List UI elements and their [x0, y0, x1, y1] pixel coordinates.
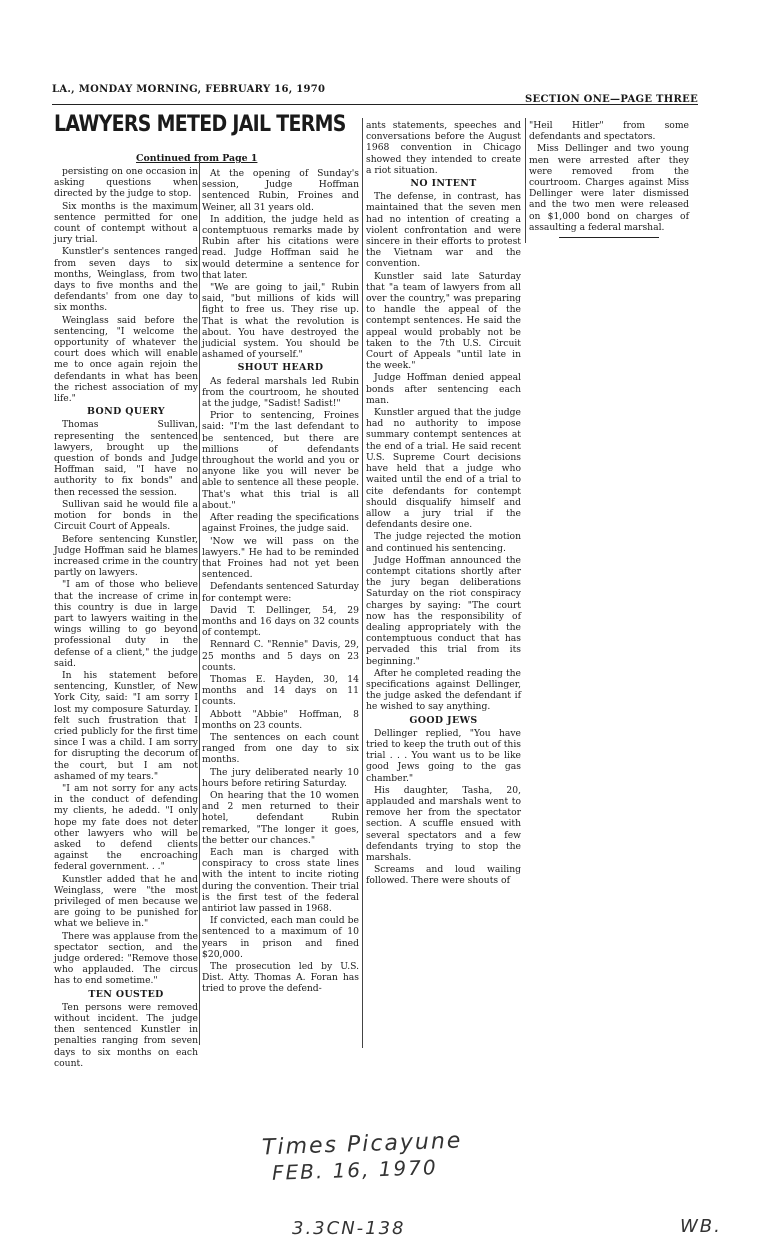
paragraph: Thomas Sullivan, representing the sentenced lawyers, brought up the question of bonds and Judge Hoffman said, "I have no authority to fix bonds" and then recessed the session. [54, 419, 198, 498]
paragraph: Screams and loud wailing followed. There were shouts of [366, 864, 521, 887]
column-divider [199, 160, 200, 1045]
subhead-no-intent: NO INTENT [410, 178, 477, 190]
paragraph: Abbott "Abbie" Hoffman, 8 months on 23 counts. [202, 708, 359, 731]
masthead-date: LA., MONDAY MORNING, FEBRUARY 16, 1970 [52, 84, 326, 95]
handwritten-initials: WB. [680, 1216, 722, 1237]
paragraph: Each man is charged with conspiracy to cross state lines with the intent to incite rioting during the convention. Their trial is the first test of the federal antiriot law passed in 1968. [202, 846, 359, 914]
paragraph: Miss Dellinger and two young men were arrested after they were removed from the courtroom. Charges against Miss Dellinger were later dismissed and the two men were released on $1,000 bond on charges of assaulting a federal marshal. [529, 143, 689, 233]
end-rule [559, 237, 659, 238]
masthead-section: SECTION ONE—PAGE THREE [525, 94, 698, 105]
subhead-bond-query: BOND QUERY [87, 406, 165, 418]
paragraph: The judge rejected the motion and continued his sentencing. [366, 531, 521, 554]
column-divider [525, 118, 526, 243]
headline: LAWYERS METED JAIL TERMS [54, 112, 346, 137]
paragraph: 'Now we will pass on the lawyers." He had to be reminded that Froines had not yet been sentenced. [202, 535, 359, 581]
paragraph: "I am of those who believe that the increase of crime in this country is due in large part to lawyers waiting in the wings willing to go beyond professional duty in the defense of a client," the judge said. [54, 579, 198, 669]
paragraph: "We are going to jail," Rubin said, "but millions of kids will fight to free us. They rise up. That is what the revolution is about. You have destroyed the judicial system. You should be ashamed of yourself." [202, 282, 359, 361]
paragraph: The defense, in contrast, has maintained that the seven men had no intention of creating a violent confrontation and were sincere in their efforts to protest the Vietnam war and the convention. [366, 191, 521, 270]
paragraph: Ten persons were removed without incident. The judge then sentenced Kunstler in penalties ranging from seven days to six months on each count. [54, 1001, 198, 1069]
paragraph: Six months is the maximum sentence permitted for one count of contempt without a jury trial. [54, 200, 198, 246]
article-body [202, 168, 359, 360]
article-body [202, 376, 359, 995]
column-divider [362, 118, 363, 1048]
article-body [54, 419, 198, 986]
paragraph: His daughter, Tasha, 20, applauded and marshals went to remove her from the spectator section. A scuffle ensued with several spectators and a few defendants trying to stop the marshals. [366, 784, 521, 863]
masthead-rule [52, 104, 698, 105]
paragraph: Sullivan said he would file a motion for bonds in the Circuit Court of Appeals. [54, 498, 198, 533]
handwritten-date: FEB. 16, 1970 [271, 1155, 439, 1185]
paragraph: Rennard C. "Rennie" Davis, 29, 25 months and 5 days on 23 counts. [202, 639, 359, 673]
paragraph: Thomas E. Hayden, 30, 14 months and 14 days on 11 counts. [202, 673, 359, 708]
paragraph: Judge Hoffman denied appeal bonds after sentencing each man. [366, 372, 521, 406]
paragraph: David T. Dellinger, 54, 29 months and 16 days on 32 counts of contempt. [202, 604, 359, 639]
continued-from-label: Continued from Page 1 [136, 153, 258, 164]
paragraph: There was applause from the spectator section, and the judge ordered: "Remove those who applauded. The circus has to end sometime." [54, 930, 198, 987]
column-4 [529, 120, 689, 238]
paragraph: On hearing that the 10 women and 2 men returned to their hotel, defendant Rubin remarked, "The longer it goes, the better our chances." [202, 789, 359, 846]
article-body [529, 120, 689, 233]
subhead-shout-heard: SHOUT HEARD [237, 362, 324, 374]
paragraph: persisting on one occasion in asking questions when directed by the judge to stop. [54, 166, 198, 200]
subhead-good-jews: GOOD JEWS [409, 714, 478, 726]
paragraph: After he completed reading the specifications against Dellinger, the judge asked the defendant if he wished to say anything. [366, 667, 521, 713]
paragraph: Defendants sentenced Saturday for contempt were: [202, 581, 359, 604]
paragraph: At the opening of Sunday's session, Judge Hoffman sentenced Rubin, Froines and Weiner, all 31 years old. [202, 168, 359, 213]
subhead-ten-ousted: TEN OUSTED [88, 988, 164, 1000]
paragraph: Dellinger replied, "You have tried to keep the truth out of this trial . . . You want us to be like good Jews going to the gas chamber." [366, 727, 521, 784]
paragraph: ants statements, speeches and conversations before the August 1968 convention in Chicago showed they intended to create a riot situation. [366, 120, 521, 176]
paragraph: Judge Hoffman announced the contempt citations shortly after the jury began deliberations Saturday on the riot conspiracy charges by saying: "The court now has the responsibility of dealing appropriately with the contemptuous conduct that has pervaded this trial from its beginning." [366, 554, 521, 667]
column-2 [202, 168, 359, 996]
paragraph: Weinglass said before the sentencing, "I welcome the opportunity of whatever the court does which will enable me to once again rejoin the defendants in what has been the richest association of my life." [54, 314, 198, 405]
article-body [54, 1002, 198, 1069]
paragraph: The jury deliberated nearly 10 hours before retiring Saturday. [202, 766, 359, 789]
paragraph: In addition, the judge held as contemptuous remarks made by Rubin after his citations were read. Judge Hoffman said he would determine a sentence for that later. [202, 213, 359, 281]
handwritten-source: Times Picayune [261, 1128, 463, 1161]
paragraph: After reading the specifications against Froines, the judge said. [202, 512, 359, 535]
article-body [366, 191, 521, 712]
article-body [366, 120, 521, 176]
paragraph: "Heil Hitler" from some defendants and spectators. [529, 120, 689, 143]
paragraph: Kunstler said late Saturday that "a team of lawyers from all over the country," was preparing to handle the appeal of the contempt sentences. He said the appeal would probably not be taken to the 7th U.S. Circuit Court of Appeals "until late in the week." [366, 270, 521, 372]
paragraph: "I am not sorry for any acts in the conduct of defending my clients, he adedd. "I only hope my fate does not deter other lawyers who will be asked to defend clients against the encroaching federal government. . ." [54, 782, 198, 873]
paragraph: Before sentencing Kunstler, Judge Hoffman said he blames increased crime in the country partly on lawyers. [54, 533, 198, 579]
paragraph: Prior to sentencing, Froines said: "I'm the last defendant to be sentenced, but there are millions of defendants throughout the world and you or anyone like you will never be able to sentence all these people. That's what this trial is all about." [202, 410, 359, 511]
paragraph: Kunstler added that he and Weinglass, were "the most privileged of men because we are going to be punished for what we believe in." [54, 873, 198, 930]
paragraph: If convicted, each man could be sentenced to a maximum of 10 years in prison and fined $20,000. [202, 915, 359, 960]
paragraph: In his statement before sentencing, Kunstler, of New York City, said: "I am sorry I lost my composure Saturday. I felt such frustration that I cried publicly for the first time since I was a child. I am sorry for disrupting the decorum of the court, but I am not ashamed of my tears." [54, 669, 198, 782]
article-body [366, 728, 521, 887]
paragraph: The prosecution led by U.S. Dist. Atty. Thomas A. Foran has tried to prove the defend- [202, 961, 359, 995]
handwritten-file-number: 3.3CN-138 [292, 1218, 406, 1239]
column-1 [54, 152, 198, 1070]
paragraph: Kunstler's sentences ranged from seven days to six months, Weinglass, from two days to five months and the defendants' from one day to six months. [54, 246, 198, 314]
column-3 [366, 120, 521, 888]
paragraph: Kunstler argued that the judge had no authority to impose summary contempt sentences at the end of a trial. He said recent U.S. Supreme Court decisions have held that a judge who waited until the end of a trial to cite defendants for contempt should disqualify himself and allow a jury trial if the defendants desire one. [366, 407, 521, 531]
article-body [54, 166, 198, 404]
paragraph: The sentences on each count ranged from one day to six months. [202, 731, 359, 766]
paragraph: As federal marshals led Rubin from the courtroom, he shouted at the judge, "Sadist! Sadist!" [202, 375, 359, 410]
